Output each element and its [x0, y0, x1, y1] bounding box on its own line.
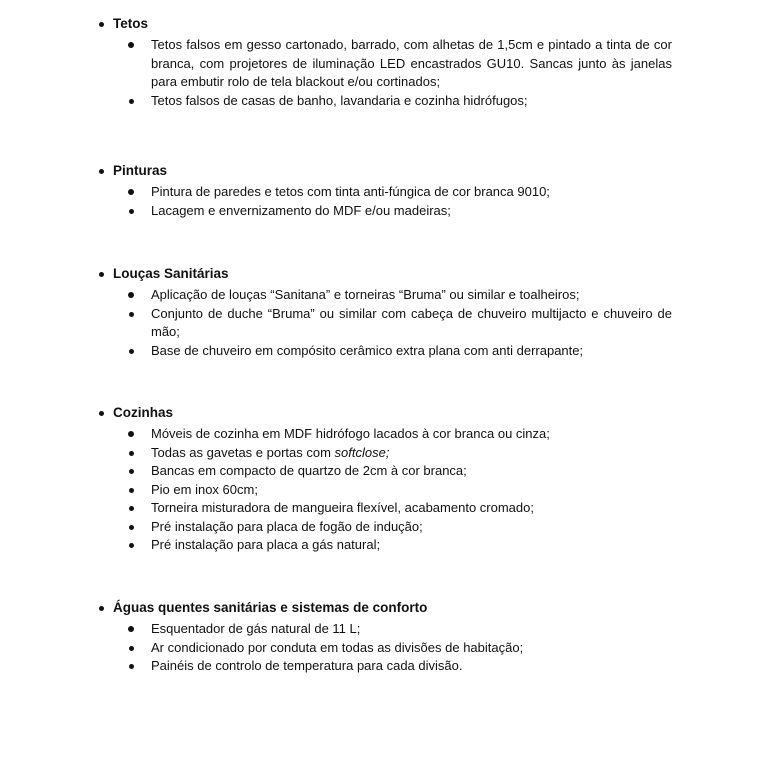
list-item	[97, 286, 672, 305]
italic-term: softclose;	[334, 444, 390, 460]
item-text: Aplicação de louças “Sanitana” e torneiras “Bruma” ou similar e toalheiros;	[151, 287, 580, 302]
bullet-icon	[128, 292, 134, 298]
bullet-icon	[99, 272, 104, 277]
section-aguas-quentes	[97, 599, 672, 676]
bullet-icon	[129, 664, 134, 669]
section-title: Tetos	[113, 16, 149, 31]
section-heading	[97, 404, 672, 422]
section-title: Louças Sanitárias	[113, 266, 229, 281]
item-text: Pintura de paredes e tetos com tinta anti-fúngica de cor branca 9010;	[151, 184, 550, 199]
list-item	[97, 183, 672, 202]
list-item	[97, 620, 672, 639]
bullet-icon	[99, 411, 104, 416]
item-text: Ar condicionado por conduta em todas as divisões de habitação;	[151, 639, 524, 655]
item-text: Painéis de controlo de temperatura para cada divisão.	[151, 658, 463, 673]
section-heading	[97, 599, 672, 617]
bullet-icon	[128, 189, 134, 195]
bullet-icon	[99, 22, 104, 27]
bullet-icon	[129, 349, 134, 354]
section-loucas-sanitarias	[97, 265, 672, 360]
bullet-icon	[129, 506, 134, 511]
list-item	[97, 481, 672, 500]
item-list	[97, 620, 672, 676]
list-item	[97, 444, 672, 463]
bullet-icon	[99, 606, 104, 611]
section-pinturas	[97, 162, 672, 220]
item-text: Tetos falsos de casas de banho, lavandaria e cozinha hidrófugos;	[151, 92, 528, 108]
item-text: Lacagem e envernizamento do MDF e/ou madeiras;	[151, 202, 451, 218]
list-item	[97, 536, 672, 555]
list-item	[97, 425, 672, 444]
list-item	[97, 202, 672, 221]
item-list	[97, 36, 672, 110]
section-heading	[97, 162, 672, 180]
list-item	[97, 518, 672, 537]
item-text: Móveis de cozinha em MDF hidrófogo lacados à cor branca ou cinza;	[151, 426, 550, 441]
section-cozinhas	[97, 404, 672, 555]
list-item	[97, 342, 672, 361]
item-text: Tetos falsos em gesso cartonado, barrado, com alhetas de 1,5cm e pintado a tinta de cor branca, com projetores de iluminação LED encastrados GU10. Sancas junto às janelas para embutir rolo de tela blackout e/ou cortinados;	[151, 37, 672, 89]
list-item	[97, 305, 672, 342]
item-text: Bancas em compacto de quartzo de 2cm à cor branca;	[151, 463, 467, 478]
bullet-icon	[128, 42, 134, 48]
item-text: Torneira misturadora de mangueira flexível, acabamento cromado;	[151, 500, 534, 515]
section-heading	[97, 15, 672, 33]
bullet-icon	[99, 169, 104, 174]
bullet-icon	[128, 431, 134, 437]
bullet-icon	[129, 488, 134, 493]
bullet-icon	[129, 525, 134, 530]
item-text: Esquentador de gás natural de 11 L;	[151, 621, 361, 636]
bullet-icon	[129, 646, 134, 651]
bullet-icon	[129, 543, 134, 548]
bullet-icon	[129, 469, 134, 474]
section-title: Águas quentes sanitárias e sistemas de conforto	[113, 600, 428, 615]
bullet-icon	[128, 626, 134, 632]
section-title: Cozinhas	[113, 405, 174, 420]
bullet-icon	[129, 451, 134, 456]
section-title: Pinturas	[113, 163, 168, 178]
section-tetos	[97, 15, 672, 110]
bullet-icon	[129, 99, 134, 104]
section-heading	[97, 265, 672, 283]
bullet-icon	[129, 209, 134, 214]
list-item	[97, 499, 672, 518]
item-text: Pio em inox 60cm;	[151, 481, 258, 497]
list-item	[97, 36, 672, 92]
item-list	[97, 286, 672, 360]
list-item	[97, 639, 672, 658]
item-text: Conjunto de duche “Bruma” ou similar com cabeça de chuveiro multijacto e chuveiro de mão;	[151, 305, 672, 339]
item-text: Base de chuveiro em compósito cerâmico extra plana com anti derrapante;	[151, 342, 584, 358]
list-item	[97, 657, 672, 676]
item-list	[97, 425, 672, 555]
list-item	[97, 92, 672, 111]
bullet-icon	[129, 312, 134, 317]
item-text: Pré instalação para placa de fogão de indução;	[151, 518, 423, 534]
item-list	[97, 183, 672, 220]
item-text: Pré instalação para placa a gás natural;	[151, 537, 381, 552]
item-text: Todas as gavetas e portas com	[151, 444, 335, 460]
list-item	[97, 462, 672, 481]
